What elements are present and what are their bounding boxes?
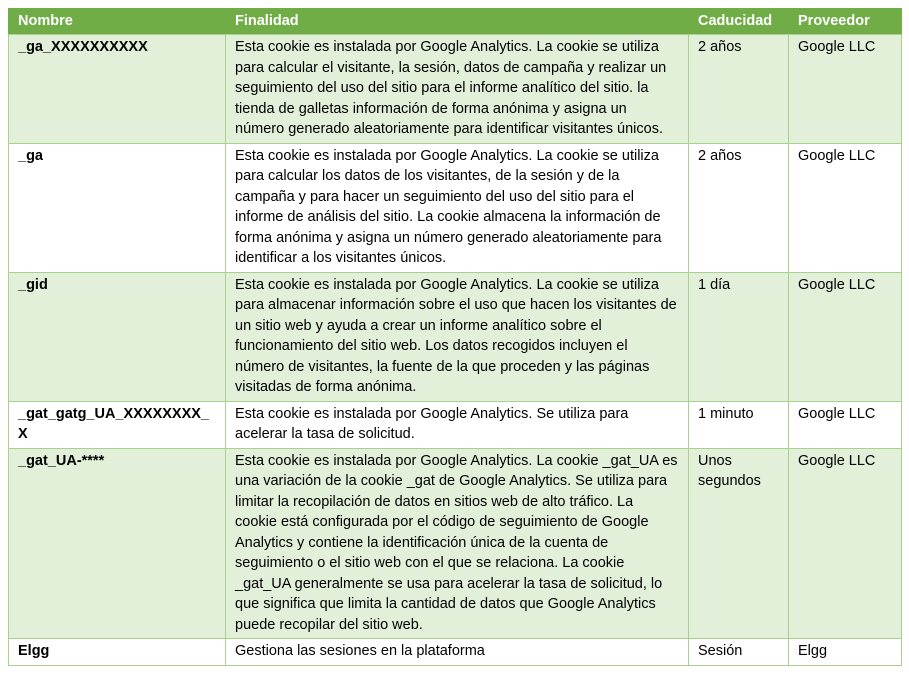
column-header-finalidad: Finalidad (226, 9, 689, 35)
cookie-expiry-cell: 1 minuto (689, 401, 789, 448)
cookie-expiry-cell: Sesión (689, 639, 789, 666)
header-row (9, 9, 902, 35)
cookie-purpose-cell: Esta cookie es instalada por Google Analytics. La cookie _gat_UA es una variación de la cookie _gat de Google Analytics. Se utiliza para limitar la recopilación de datos en sitios web de alto tráfico. La cookie está configurada por el código de seguimiento de Google Analytics y contiene la identificación única de la cuenta de seguimiento o el sitio web con el que se relaciona. La cookie _gat_UA generalmente se usa para acelerar la tasa de solicitud, lo que significa que limita la cantidad de datos que Google Analytics puede recopilar del sitio web. (226, 448, 689, 639)
column-header-caducidad: Caducidad (689, 9, 789, 35)
cookie-provider-cell: Google LLC (789, 35, 902, 144)
cookie-expiry-cell: 1 día (689, 272, 789, 401)
cookie-name-cell: _gat_UA-**** (9, 448, 226, 639)
column-header-proveedor: Proveedor (789, 9, 902, 35)
cookie-purpose-cell: Esta cookie es instalada por Google Analytics. La cookie se utiliza para almacenar información sobre el uso que hacen los visitantes de un sitio web y ayuda a crear un informe analítico sobre el funcionamiento del sitio web. Los datos recogidos incluyen el número de visitantes, la fuente de la que proceden y las páginas visitadas de forma anónima. (226, 272, 689, 401)
cookie-name-cell: _ga (9, 143, 226, 272)
cookie-name-cell: _gid (9, 272, 226, 401)
cookie-name-cell: Elgg (9, 639, 226, 666)
cookie-name-cell: _ga_XXXXXXXXXX (9, 35, 226, 144)
cookie-expiry-cell: 2 años (689, 143, 789, 272)
cookie-provider-cell: Google LLC (789, 448, 902, 639)
cookie-expiry-cell: Unos segundos (689, 448, 789, 639)
table-row (9, 272, 902, 401)
table-row (9, 639, 902, 666)
cookie-purpose-cell: Esta cookie es instalada por Google Analytics. Se utiliza para acelerar la tasa de solicitud. (226, 401, 689, 448)
column-header-nombre: Nombre (9, 9, 226, 35)
cookie-expiry-cell: 2 años (689, 35, 789, 144)
cookies-table (8, 8, 902, 666)
cookie-provider-cell: Google LLC (789, 143, 902, 272)
cookie-purpose-cell: Esta cookie es instalada por Google Analytics. La cookie se utiliza para calcular los datos de los visitantes, de la sesión y de la campaña y para hacer un seguimiento del uso del sitio para el informe de análisis del sitio. La cookie almacena la información de forma anónima y asigna un número generado aleatoriamente para identificar a los visitantes únicos. (226, 143, 689, 272)
cookie-provider-cell: Google LLC (789, 401, 902, 448)
table-body (9, 35, 902, 666)
cookie-provider-cell: Google LLC (789, 272, 902, 401)
table-header (9, 9, 902, 35)
table-row (9, 143, 902, 272)
cookie-name-cell: _gat_gatg_UA_XXXXXXXX_X (9, 401, 226, 448)
table-row (9, 448, 902, 639)
cookie-provider-cell: Elgg (789, 639, 902, 666)
cookie-purpose-cell: Esta cookie es instalada por Google Analytics. La cookie se utiliza para calcular el visitante, la sesión, datos de campaña y realizar un seguimiento del uso del sitio para el informe analítico del sitio. la tienda de galletas información de forma anónima y asigna un número generado aleatoriamente para identificar visitantes únicos. (226, 35, 689, 144)
table-row (9, 401, 902, 448)
table-row (9, 35, 902, 144)
cookie-purpose-cell: Gestiona las sesiones en la plataforma (226, 639, 689, 666)
